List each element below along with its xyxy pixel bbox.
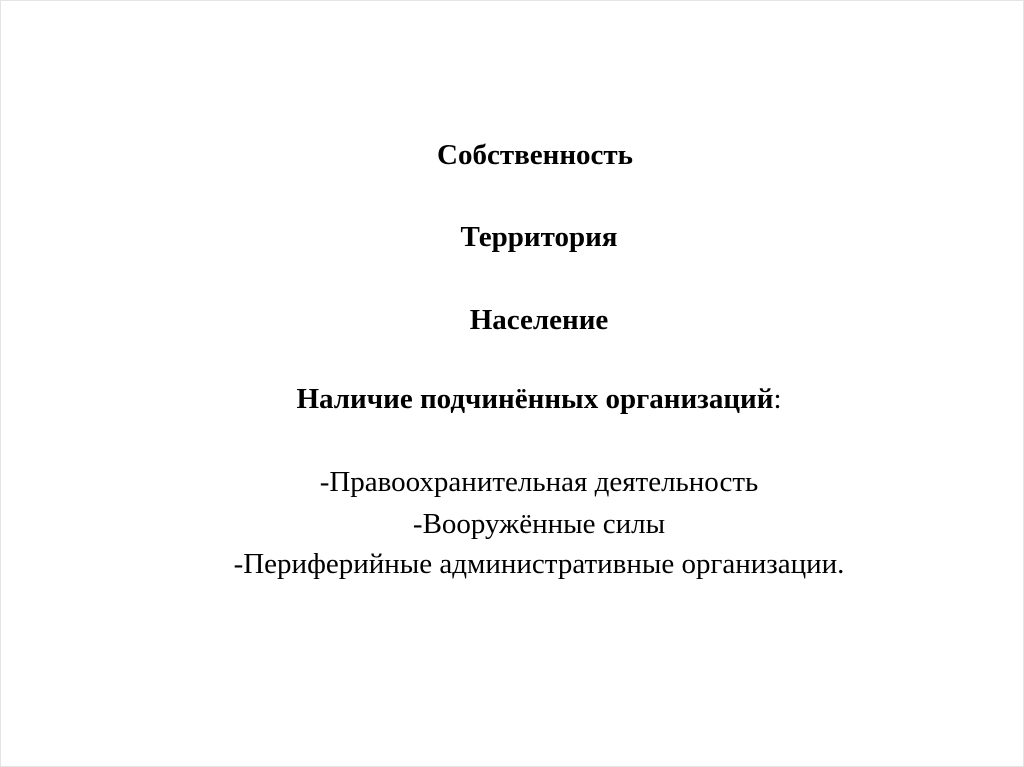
subordinate-title: Наличие подчинённых организаций <box>296 383 774 415</box>
heading-property: Собственность <box>437 139 633 171</box>
subordinate-colon: : <box>773 383 782 415</box>
list-item-law-enforcement: -Правоохранительная деятельность <box>319 466 759 498</box>
heading-population: Население <box>469 304 609 336</box>
heading-subordinate-organizations <box>27 381 1024 417</box>
list-item-armed-forces: -Вооружённые силы <box>412 508 666 540</box>
list-item-peripheral-organizations: -Периферийные административные организации. <box>233 548 845 580</box>
heading-territory: Территория <box>460 221 618 253</box>
